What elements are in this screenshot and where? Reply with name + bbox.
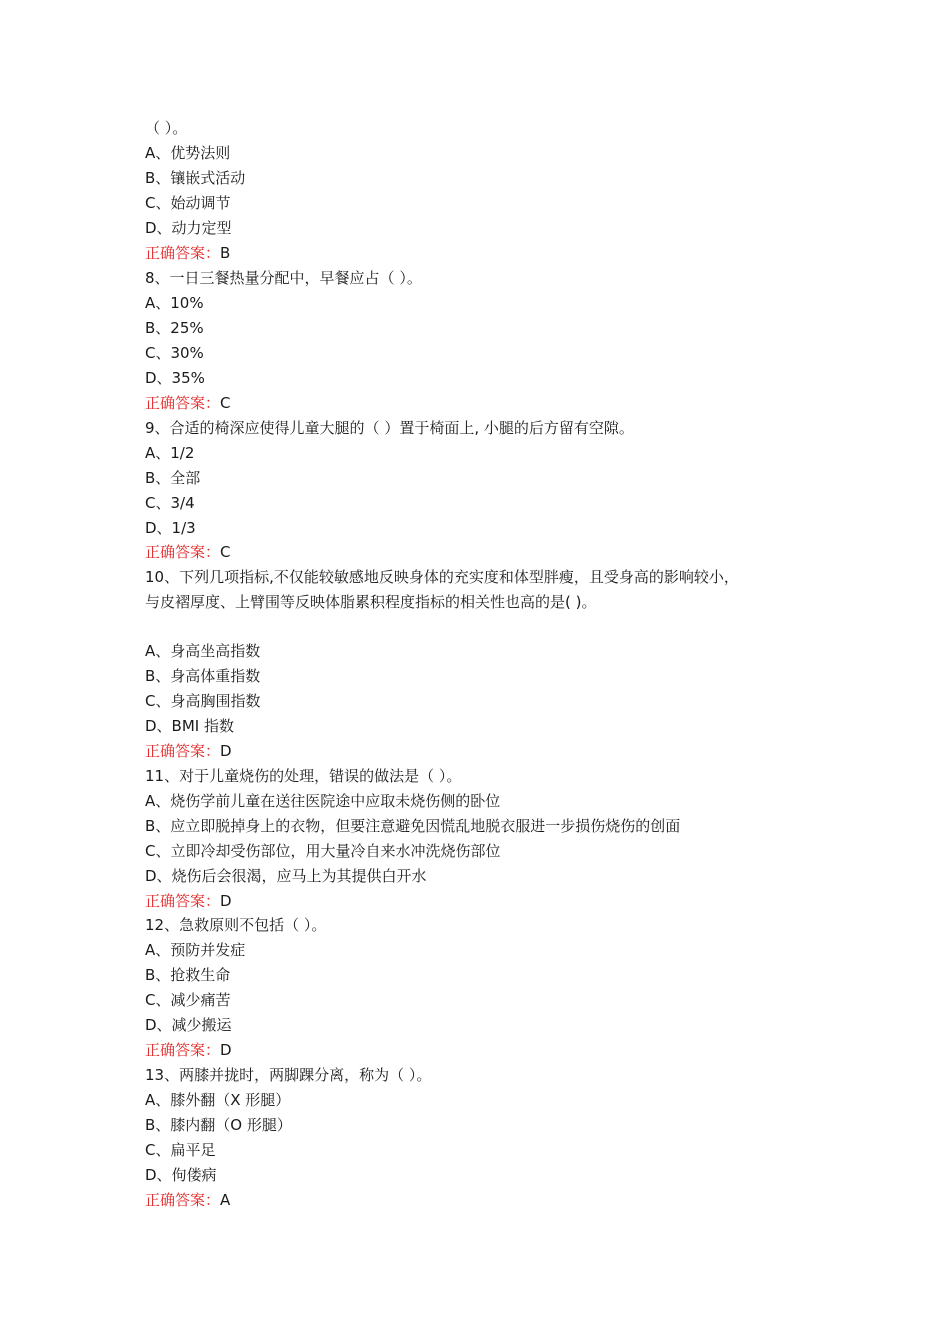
answer-label: 正确答案： [145,1041,221,1059]
question-7-answer [145,243,230,263]
answer-label: 正确答案： [145,892,221,910]
answer-value: D [220,892,232,910]
question-10-answer [145,741,232,761]
question-13-answer [145,1190,230,1210]
question-11-option-a: A、烧伤学前儿童在送往医院途中应取未烧伤侧的卧位 [145,792,501,810]
question-13-stem: 13、两膝并拢时，两脚踝分离，称为（ ）。 [145,1066,432,1084]
question-13-option-a: A、膝外翻（X 形腿） [145,1091,291,1109]
question-8-option-b: B、25% [145,319,204,337]
question-11-stem: 11、对于儿童烧伤的处理，错误的做法是（ ）。 [145,767,462,785]
answer-value: C [220,543,231,561]
answer-value: D [220,742,232,760]
answer-value: D [220,1041,232,1059]
question-10-option-c: C、身高胸围指数 [145,692,261,710]
question-11-answer [145,891,232,911]
answer-value: B [220,244,231,262]
question-9-option-c: C、3/4 [145,494,195,512]
question-12-option-b: B、抢救生命 [145,966,231,984]
question-9-stem: 9、合适的椅深应使得儿童大腿的（ ）置于椅面上, 小腿的后方留有空隙。 [145,419,634,437]
answer-label: 正确答案： [145,742,221,760]
question-11-option-c: C、立即冷却受伤部位，用大量冷自来水冲洗烧伤部位 [145,842,501,860]
question-9-answer [145,542,231,562]
question-13-option-c: C、扁平足 [145,1141,216,1159]
question-10-stem-line-1: 10、下列几项指标,不仅能较敏感地反映身体的充实度和体型胖瘦，且受身高的影响较小， [145,568,739,586]
question-8-option-d: D、35% [145,369,205,387]
question-12-answer [145,1040,232,1060]
question-10-option-b: B、身高体重指数 [145,667,261,685]
question-9-option-d: D、1/3 [145,519,196,537]
question-9-option-a: A、1/2 [145,444,195,462]
answer-label: 正确答案： [145,394,221,412]
answer-value: A [220,1191,231,1209]
answer-label: 正确答案： [145,543,221,561]
question-12-option-d: D、减少搬运 [145,1016,232,1034]
question-9-option-b: B、全部 [145,469,201,487]
answer-value: C [220,394,231,412]
question-11-option-b: B、应立即脱掉身上的衣物，但要注意避免因慌乱地脱衣服进一步损伤烧伤的创面 [145,817,681,835]
question-7-option-c: C、始动调节 [145,194,231,212]
question-8-answer [145,393,231,413]
question-12-option-c: C、减少痛苦 [145,991,231,1009]
question-12-option-a: A、预防并发症 [145,941,246,959]
question-7-option-a: A、优势法则 [145,144,231,162]
question-13-option-b: B、膝内翻（O 形腿） [145,1116,292,1134]
answer-label: 正确答案： [145,244,221,262]
question-11-option-d: D、烧伤后会很渴，应马上为其提供白开水 [145,867,427,885]
question-13-option-d: D、佝偻病 [145,1166,217,1184]
question-10-option-a: A、身高坐高指数 [145,642,261,660]
question-7-option-d: D、动力定型 [145,219,232,237]
question-7-option-b: B、镶嵌式活动 [145,169,246,187]
question-7-stem-end: （ ）。 [145,119,188,137]
question-8-option-c: C、30% [145,344,204,362]
question-8-option-a: A、10% [145,294,204,312]
question-8-stem: 8、一日三餐热量分配中，早餐应占（ ）。 [145,269,422,287]
question-10-option-d: D、BMI 指数 [145,717,234,735]
question-12-stem: 12、急救原则不包括（ ）。 [145,916,327,934]
question-10-stem-line-2: 与皮褶厚度、上臂围等反映体脂累积程度指标的相关性也高的是( )。 [145,593,597,611]
answer-label: 正确答案： [145,1191,221,1209]
